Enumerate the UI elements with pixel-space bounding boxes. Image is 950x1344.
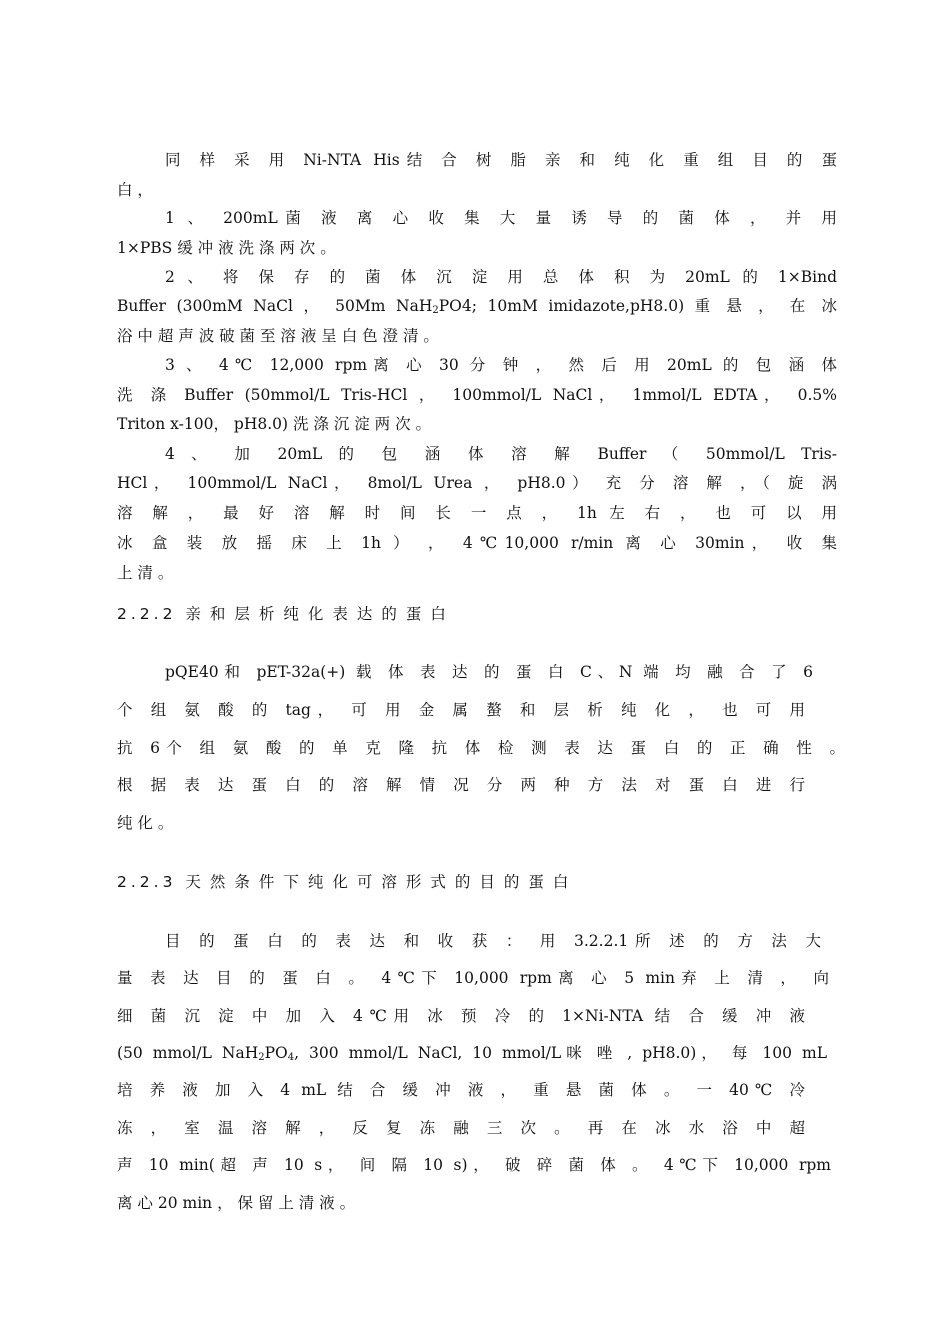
paragraph-line: 细 菌 沉 淀 中 加 入 4℃用 冰 预 冷 的 1×Ni-NTA 结 合 缓 冲 液 <box>117 1007 805 1025</box>
heading-number: 2.2.3 <box>117 873 177 891</box>
step-3-line: Triton x-100， pH8.0) 洗 涤 沉 淀 两 次 。 <box>117 415 432 433</box>
step-4-line: 溶 解 ， 最 好 溶 解 时 间 长 一 点 ， 1h 左 右 ， 也 可 以 用 <box>117 504 837 522</box>
step-2-line: Buffer (300mM NaCl ， 50Mm NaH$_2$PO4; 10mM imidazote,pH8.0) 重 悬 ， 在 冰 <box>117 297 837 316</box>
step-4-line: 冰 盒 装 放 摇 床 上 1h ） ， 4℃10,000 r/min 离 心 30min， 收 集 <box>117 534 837 552</box>
paragraph-line: 白 ， <box>117 181 153 199</box>
paragraph-line: 声 10 min(超 声 10 s， 间 隔 10 s)， 破 碎 菌 体 。 4℃下 10,000 rpm <box>117 1156 831 1174</box>
heading-2-2-2 <box>117 604 455 624</box>
paragraph-line: 冻 ， 室 温 溶 解 ， 反 复 冻 融 三 次 。 再 在 冰 水 浴 中 超 <box>117 1119 805 1137</box>
paragraph-line: 纯 化 。 <box>117 814 174 832</box>
step-3-line: 洗 涤 Buffer (50mmol/L Tris-HCl ， 100mmol/L NaCl， 1mmol/L EDTA， 0.5% <box>117 386 837 404</box>
step-1-line: 1 、 200mL菌 液 离 心 收 集 大 量 诱 导 的 菌 体 ， 并 用 <box>165 209 837 227</box>
step-4-line: 4 、 加 20mL 的 包 涵 体 溶 解 Buffer （ 50mmol/L Tris- <box>165 445 837 463</box>
paragraph-line: pQE40和 pET-32a(+) 载 体 表 达 的 蛋 白 C、N 端 均 融 合 了 6 <box>165 663 813 681</box>
step-4-line: 上 清 。 <box>117 564 174 582</box>
paragraph-line: (50 mmol/L $NaH_2PO_4$, 300 mmol/L NaCl, 10 mmol/L咪 唑 , pH8.0)， 每 100 mL <box>117 1044 827 1063</box>
paragraph-line: 离 心 20 min ， 保 留 上 清 液 。 <box>117 1194 356 1212</box>
paragraph-line: 抗 6个 组 氨 酸 的 单 克 隆 抗 体 检 测 表 达 蛋 白 的 正 确 性 。 <box>117 739 845 757</box>
heading-text: 亲和层析纯化表达的蛋白 <box>185 605 455 623</box>
heading-2-2-3 <box>117 872 577 892</box>
paragraph-line: 根 据 表 达 蛋 白 的 溶 解 情 况 分 两 种 方 法 对 蛋 白 进 行 <box>117 776 805 794</box>
heading-text: 天然条件下纯化可溶形式的目的蛋白 <box>185 873 578 891</box>
step-2-line: 2 、 将 保 存 的 菌 体 沉 淀 用 总 体 积 为 20mL 的 1×Bind <box>165 268 837 286</box>
step-3-line: 3 、 4℃ 12,000 rpm离 心 30 分 钟 ， 然 后 用 20mL 的 包 涵 体 <box>165 356 837 374</box>
paragraph-line: 培 养 液 加 入 4 mL 结 合 缓 冲 液 ， 重 悬 菌 体 。 一 40℃ 冷 <box>117 1081 805 1099</box>
paragraph-line: 同 样 采 用 Ni-NTA His结 合 树 脂 亲 和 纯 化 重 组 目 的 蛋 <box>165 151 837 169</box>
paragraph-line: 个 组 氨 酸 的 tag， 可 用 金 属 螯 和 层 析 纯 化 ， 也 可 用 <box>117 701 805 719</box>
step-2-line: 浴 中 超 声 波 破 菌 至 溶 液 呈 白 色 澄 清 。 <box>117 327 439 345</box>
paragraph-line: 目 的 蛋 白 的 表 达 和 收 获 ： 用 3.2.2.1所 述 的 方 法 大 <box>165 932 821 950</box>
step-4-line: HCl， 100mmol/L NaCl， 8mol/L Urea ， pH8.0） 充 分 溶 解 ，（ 旋 涡 <box>117 474 837 492</box>
heading-number: 2.2.2 <box>117 605 177 623</box>
paragraph-line: 量 表 达 目 的 蛋 白 。 4℃下 10,000 rpm离 心 5 min弃 上 清 ， 向 <box>117 969 829 987</box>
step-1-line: 1×PBS 缓 冲 液 洗 涤 两 次 。 <box>117 239 336 257</box>
